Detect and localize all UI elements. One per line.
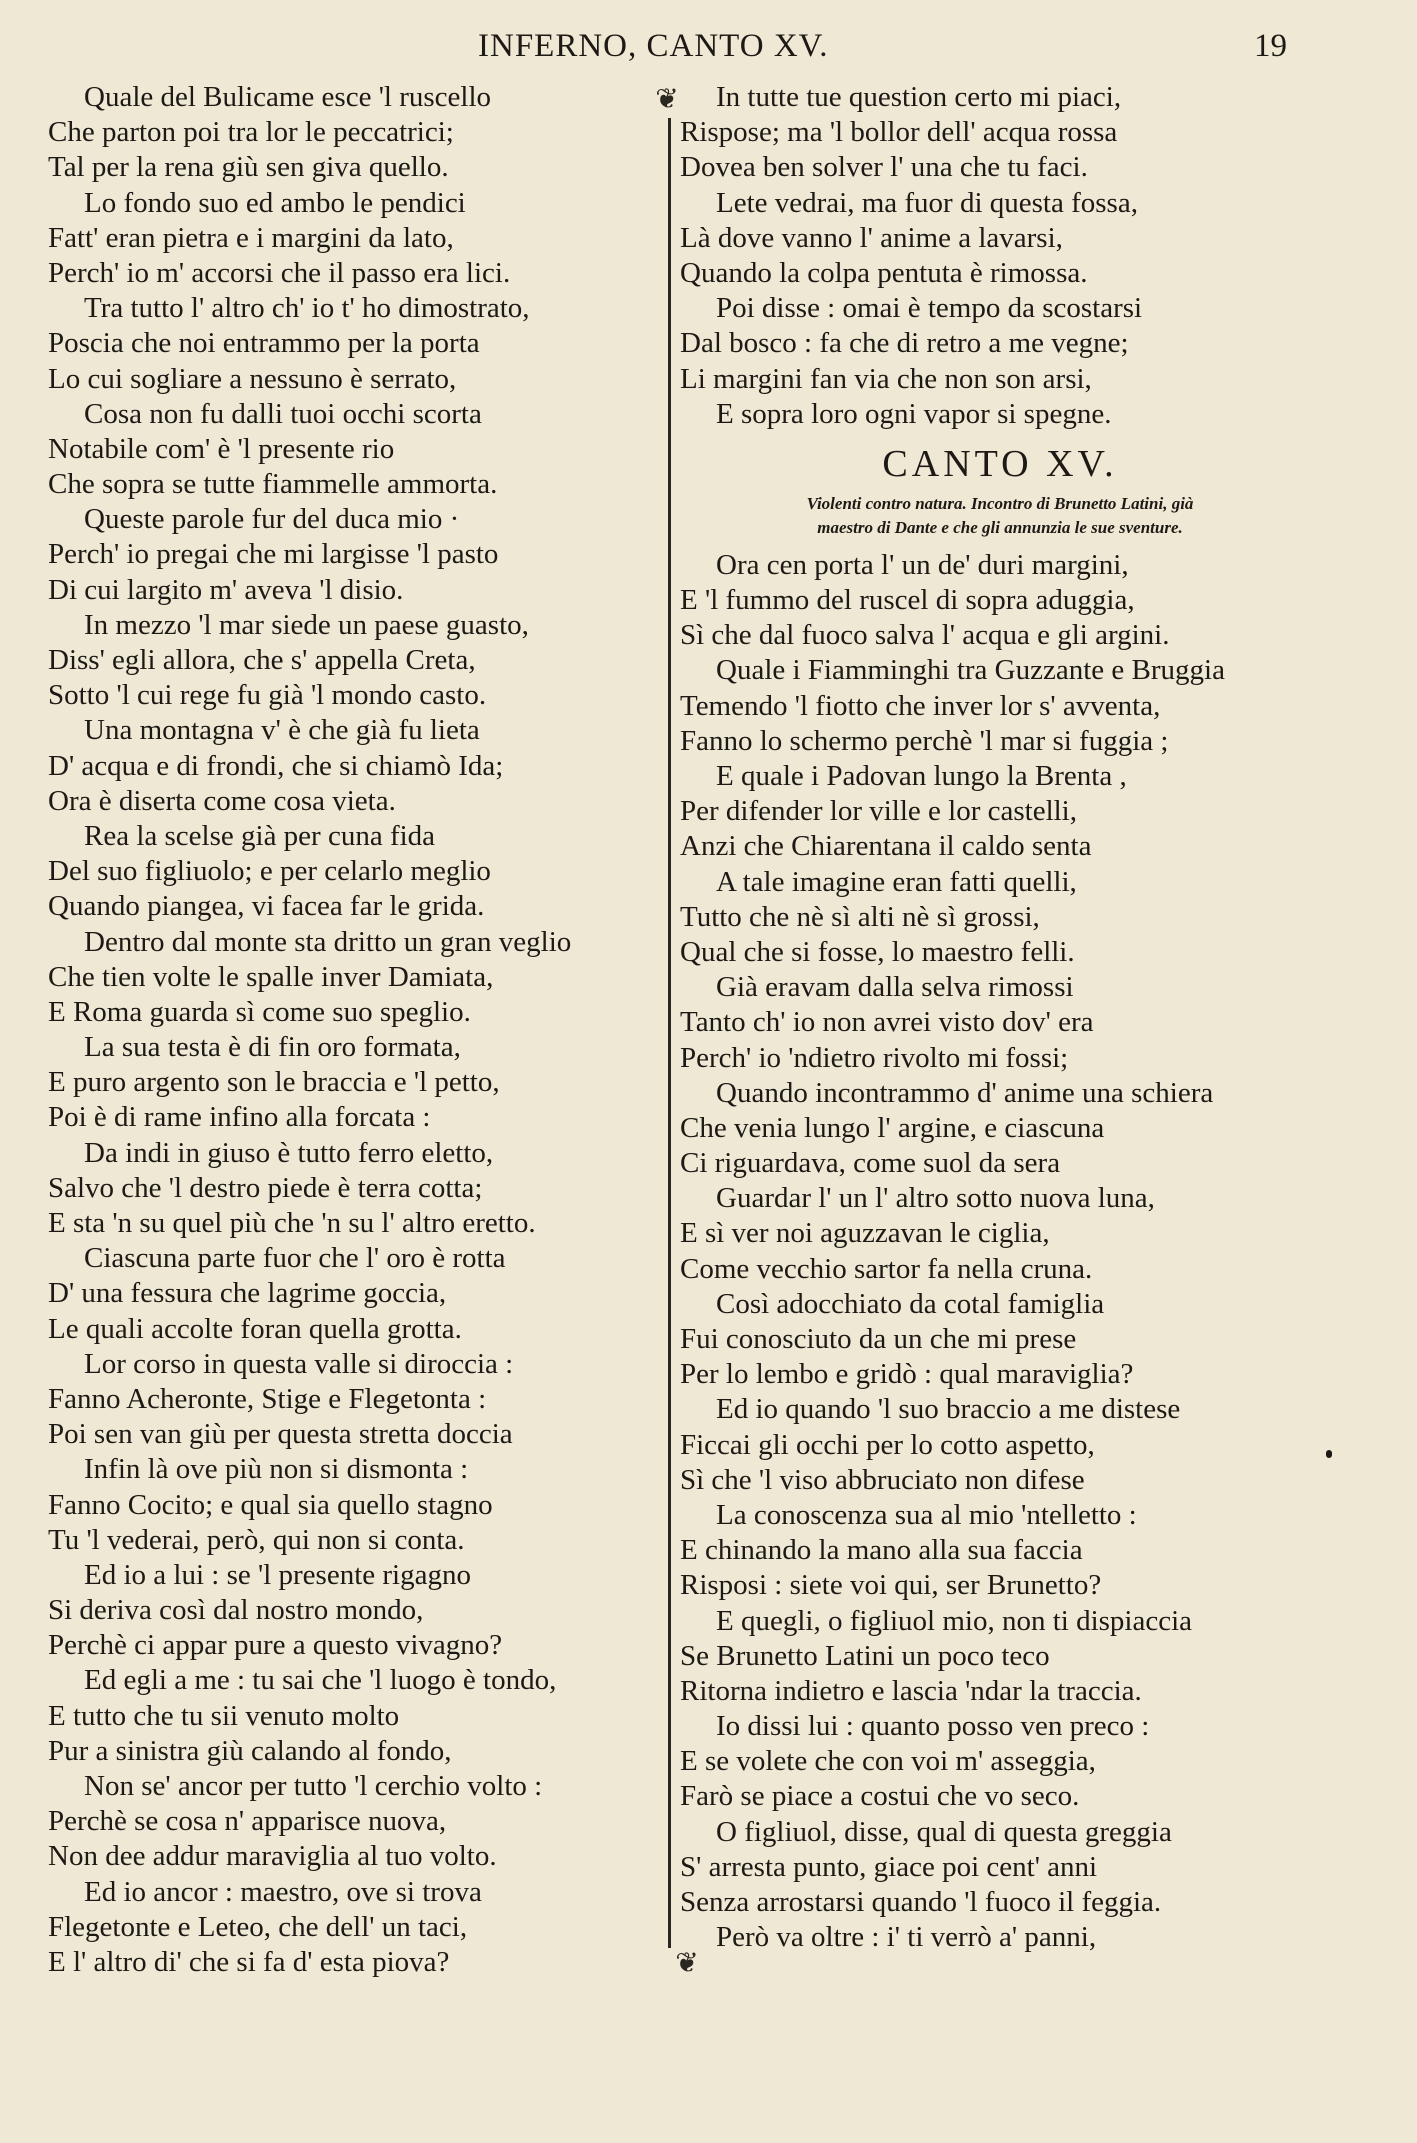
verse-line: Però va oltre : i' ti verrò a' panni, [716,1921,1097,1954]
verse-line: Flegetonte e Leteo, che dell' un taci, [48,1910,468,1943]
verse-line: Una montagna v' è che già fu lieta [84,714,480,747]
verse-line: Dentro dal monte sta dritto un gran veglio [84,925,572,958]
verse-line: Infin là ove più non si dismonta : [84,1453,469,1486]
verse-line: Tu 'l vederai, però, qui non si conta. [48,1523,465,1556]
verse-line: In tutte tue question certo mi piaci, [716,81,1122,113]
verse-line: Rea la scelse già per cuna fida [84,819,436,852]
verse-line: Perch' io m' accorsi che il passo era lici. [48,256,511,289]
verse-line: D' una fessura che lagrime goccia, [48,1277,447,1310]
verse-line: Fatt' eran pietra e i margini da lato, [48,221,454,254]
verse-line: Poi è di rame infino alla forcata : [48,1101,431,1134]
verse-line: Di cui largito m' aveva 'l disio. [48,573,404,606]
verse-line: Cosa non fu dalli tuoi occhi scorta [84,397,482,430]
verse-line: E sì ver noi aguzzavan le ciglia, [680,1217,1050,1250]
left-column [48,80,666,1980]
verse-line: La conoscenza sua al mio 'ntelletto : [716,1498,1137,1531]
verse-line: Fanno Acheronte, Stige e Flegetonta : [48,1382,487,1415]
verse-line: Ora è diserta come cosa vieta. [48,784,396,817]
verse-line: Tra tutto l' altro ch' io t' ho dimostrato, [84,292,530,325]
verse-line: Ed egli a me : tu sai che 'l luogo è tondo, [84,1664,557,1697]
verse-line: E chinando la mano alla sua faccia [680,1534,1083,1567]
verse-line: Sì che dal fuoco salva l' acqua e gli argini. [680,619,1170,652]
verse-line: Fanno Cocito; e qual sia quello stagno [48,1488,493,1521]
verse-line: E quale i Padovan lungo la Brenta , [716,760,1127,792]
verse-line: Che venia lungo l' argine, e ciascuna [680,1111,1105,1144]
verse-line: E 'l fummo del ruscel di sopra aduggia, [680,584,1135,617]
verse-line: E l' altro di' che si fa d' esta piova? [48,1945,450,1978]
verse-line: Poi sen van giù per questa stretta doccia [48,1418,513,1451]
verse-line: Poi disse : omai è tempo da scostarsi [716,292,1143,325]
verse-line: Notabile com' è 'l presente rio [48,432,395,465]
verse-line: Li margini fan via che non son arsi, [680,362,1092,395]
verse-line: Non se' ancor per tutto 'l cerchio volto : [84,1770,543,1802]
verse-line: Fanno lo schermo perchè 'l mar si fuggia ; [680,724,1169,757]
canto-heading: CANTO XV. [882,442,1118,485]
verse-line: Si deriva così dal nostro mondo, [48,1594,424,1627]
verse-line: Anzi che Chiarentana il caldo senta [680,830,1092,863]
verse-line: Ciascuna parte fuor che l' oro è rotta [84,1242,506,1275]
verse-line: Come vecchio sartor fa nella cruna. [680,1252,1093,1285]
right-column [680,80,1320,1955]
verse-line: Perch' io 'ndietro rivolto mi fossi; [680,1041,1069,1074]
verse-line: Lor corso in questa valle si diroccia : [84,1347,514,1380]
verse-line: Tanto ch' io non avrei visto dov' era [680,1006,1094,1039]
verse-line: Io dissi lui : quanto posso ven preco : [716,1710,1150,1743]
verse-line: Senza arrostarsi quando 'l fuoco il feggia. [680,1886,1162,1918]
verse-line: E Roma guarda sì come suo speglio. [48,995,471,1028]
verse-line: Dal bosco : fa che di retro a me vegne; [680,327,1129,360]
verse-line: Ritorna indietro e lascia 'ndar la traccia. [680,1674,1142,1707]
verse-line: Perchè se cosa n' apparisce nuova, [48,1805,447,1838]
canto-summary-line: Violenti contro natura. Incontro di Brunetto Latini, già [806,493,1194,513]
page-number: 19 [1254,28,1287,64]
verse-line: Per difender lor ville e lor castelli, [680,795,1077,828]
verse-line: Perch' io pregai che mi largisse 'l pasto [48,538,499,571]
verse-line: Così adocchiato da cotal famiglia [716,1287,1105,1320]
verse-line: E quegli, o figliuol mio, non ti dispiaccia [716,1604,1193,1637]
verse-line: Temendo 'l fiotto che inver lor s' avventa, [680,689,1161,722]
verse-line: Salvo che 'l destro piede è terra cotta; [48,1171,483,1204]
verse-line: Ficcai gli occhi per lo cotto aspetto, [680,1428,1095,1461]
verse-line: Per lo lembo e gridò : qual maraviglia? [680,1358,1134,1391]
verse-line: Poscia che noi entrammo per la porta [48,327,480,360]
verse-line: Tal per la rena giù sen giva quello. [48,151,449,184]
verse-line: Quando incontrammo d' anime una schiera [716,1076,1214,1109]
verse-line: In mezzo 'l mar siede un paese guasto, [84,608,529,641]
verse-line: E tutto che tu sii venuto molto [48,1699,400,1732]
verse-line: Quando piangea, vi facea far le grida. [48,890,485,923]
verse-line: Quale i Fiamminghi tra Guzzante e Bruggia [716,654,1225,687]
verse-line: Farò se piace a costui che vo seco. [680,1780,1080,1813]
verse-line: Non dee addur maraviglia al tuo volto. [48,1840,497,1873]
verse-line: D' acqua e di frondi, che si chiamò Ida; [48,749,504,782]
verse-line: E sopra loro ogni vapor si spegne. [716,397,1112,430]
verse-line: Ci riguardava, come suol da sera [680,1147,1061,1180]
fleuron-ornament-icon: ❦ [675,1946,699,1979]
verse-line: Fui conosciuto da un che mi prese [680,1323,1077,1355]
verse-line: Qual che si fosse, lo maestro felli. [680,935,1075,968]
verse-line: E sta 'n su quel più che 'n su l' altro eretto. [48,1207,536,1239]
verse-line: E puro argento son le braccia e 'l petto, [48,1066,500,1099]
verse-line: Guardar l' un l' altro sotto nuova luna, [716,1182,1155,1215]
verse-line: Pur a sinistra giù calando al fondo, [48,1734,452,1767]
verse-line: Tutto che nè sì alti nè sì grossi, [680,900,1040,933]
verse-line: Ora cen porta l' un de' duri margini, [716,548,1129,581]
right-column-verses-top [680,80,1320,432]
right-column-verses-bottom [680,548,1320,1956]
verse-line: Lete vedrai, ma fuor di questa fossa, [716,186,1138,219]
verse-line: Le quali accolte foran quella grotta. [48,1312,462,1345]
verse-line: O figliuol, disse, qual di questa greggia [716,1815,1172,1848]
running-title: INFERNO, CANTO XV. [478,28,829,64]
verse-line: A tale imagine eran fatti quelli, [716,865,1077,898]
verse-line: S' arresta punto, giace poi cent' anni [680,1850,1098,1883]
verse-line: Dovea ben solver l' una che tu faci. [680,151,1088,184]
verse-line: Già eravam dalla selva rimossi [716,971,1074,1004]
verse-line: Del suo figliuolo; e per celarlo meglio [48,855,491,888]
verse-line: Sotto 'l cui rege fu già 'l mondo casto. [48,679,487,712]
ink-speck [1326,1450,1332,1458]
verse-line: Ed io ancor : maestro, ove si trova [84,1875,482,1908]
canto-summary-line: maestro di Dante e che gli annunzia le sue sventure. [817,517,1183,537]
verse-line: Lo fondo suo ed ambo le pendici [84,186,466,219]
verse-line: Che tien volte le spalle inver Damiata, [48,960,494,993]
verse-line: Se Brunetto Latini un poco teco [680,1639,1050,1672]
verse-line: Lo cui sogliare a nessuno è serrato, [48,362,457,395]
verse-line: Che parton poi tra lor le peccatrici; [48,116,454,149]
verse-line: Ed io a lui : se 'l presente rigagno [84,1558,471,1591]
fleuron-ornament-icon: ❦ [655,82,679,115]
verse-line: Da indi in giuso è tutto ferro eletto, [84,1136,494,1169]
verse-line: Quando la colpa pentuta è rimossa. [680,256,1088,289]
verse-line: Ed io quando 'l suo braccio a me distese [716,1393,1181,1426]
verse-line: Sì che 'l viso abbruciato non difese [680,1463,1085,1496]
verse-line: Che sopra se tutte fiammelle ammorta. [48,468,498,501]
column-divider [668,118,671,1948]
running-head [0,28,1417,68]
verse-line: Perchè ci appar pure a questo vivagno? [48,1629,503,1662]
verse-line: La sua testa è di fin oro formata, [84,1031,461,1064]
verse-line: Queste parole fur del duca mio · [84,503,460,536]
verse-line: Quale del Bulicame esce 'l ruscello [84,81,492,113]
canto-summary [680,492,1320,548]
verse-line: E se volete che con voi m' asseggia, [680,1745,1096,1778]
verse-line: Risposi : siete voi qui, ser Brunetto? [680,1569,1102,1602]
verse-line: Diss' egli allora, che s' appella Creta, [48,644,476,676]
verse-line: Là dove vanno l' anime a lavarsi, [680,221,1063,254]
verse-line: Rispose; ma 'l bollor dell' acqua rossa [680,116,1118,149]
